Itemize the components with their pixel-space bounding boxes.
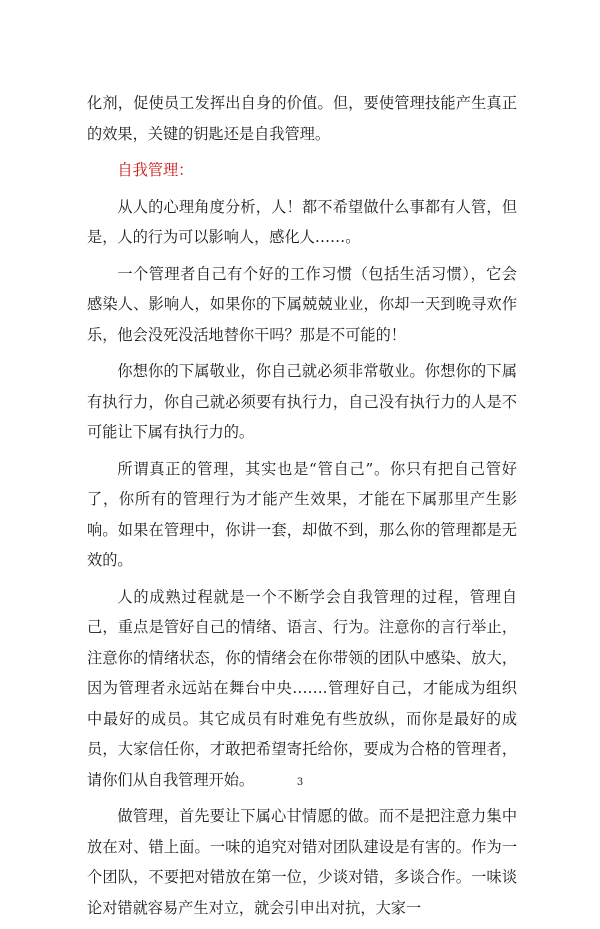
paragraph-continued: 化剂，促使员工发挥出自身的价值。但，要使管理技能产生真正的效果，关键的钥匙还是自我管理。 [87, 94, 517, 143]
paragraph: 你想你的下属敬业，你自己就必须非常敬业。你想你的下属有执行力，你自己就必须要有执行力，自己没有执行力的人是不可能让下属有执行力的。 [87, 362, 517, 441]
body-text [87, 88, 517, 929]
paragraph: 从人的心理角度分析，人！都不希望做什么事都有人管，但是，人的行为可以影响人，感化人……。 [87, 197, 517, 246]
paragraph: 所谓真正的管理，其实也是“管自己”。你只有把自己管好了，你所有的管理行为才能产生效果，才能在下属那里产生影响。如果在管理中，你讲一套，却做不到，那么你的管理都是无效的。 [87, 459, 517, 569]
paragraph: 做管理，首先要让下属心甘情愿的做。而不是把注意力集中放在对、错上面。一味的追究对错对团队建设是有害的。作为一个团队，不要把对错放在第一位，少谈对错，多谈合作。一味谈论对错就容易产生对立，就会引申出对抗，大家一 [87, 807, 517, 917]
section-heading: 自我管理： [117, 161, 194, 179]
paragraph: 一个管理者自己有个好的工作习惯（包括生活习惯），它会感染人、影响人，如果你的下属兢兢业业，你却一天到晚寻欢作乐，他会没死没活地替你干吗？那是不可能的！ [87, 264, 517, 344]
paragraph: 人的成熟过程就是一个不断学会自我管理的过程，管理自己，重点是管好自己的情绪、语言、行为。注意你的言行举止，注意你的情绪状态，你的情绪会在你带领的团队中感染、放大，因为管理者永远站在舞台中央…….管理好自己，才能成为组织中最好的成员。其它成员有时难免有些放纵，而你是最好的成员，大家信任你，才敢把希望寄托给你，要成为合格的管理者，请你们从自我管理开始。 [87, 587, 517, 789]
page-number: 3 [296, 777, 304, 788]
